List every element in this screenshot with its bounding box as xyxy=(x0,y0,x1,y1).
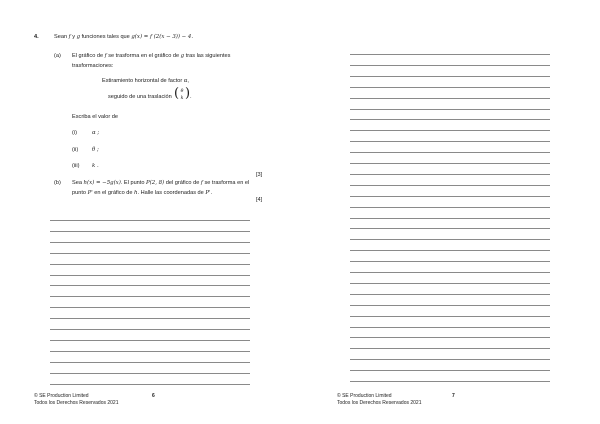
answer-line[interactable] xyxy=(350,228,550,229)
intro-f: f xyxy=(68,34,71,40)
answer-line[interactable] xyxy=(350,54,550,55)
b-text-8: . xyxy=(210,190,213,196)
answer-line[interactable] xyxy=(50,362,250,363)
part-a-line1 xyxy=(72,53,230,60)
sub-i-var: α ; xyxy=(92,130,100,136)
answer-line[interactable] xyxy=(350,119,550,120)
translation-end: . xyxy=(190,94,192,100)
part-b-label: (b) xyxy=(54,180,61,186)
answer-line[interactable] xyxy=(350,250,550,251)
part-a-marks: [3] xyxy=(256,172,263,178)
intro-text: Sean xyxy=(54,34,68,40)
stretch-end: , xyxy=(187,78,189,84)
intro-g: g xyxy=(76,34,81,40)
stretch-line xyxy=(102,78,189,85)
a-text-2: se trasforma en el gráfico de xyxy=(108,53,180,59)
answer-line[interactable] xyxy=(350,283,550,284)
sub-ii-label: (ii) xyxy=(72,147,79,153)
footer-rights: Todos los Derechos Reservados 2021 xyxy=(34,399,119,406)
page-number-left: 6 xyxy=(152,393,155,399)
answer-line[interactable] xyxy=(50,285,250,286)
answer-line[interactable] xyxy=(350,130,550,131)
footer-rights: Todos los Derechos Reservados 2021 xyxy=(337,399,422,406)
answer-line[interactable] xyxy=(350,207,550,208)
answer-line[interactable] xyxy=(350,381,550,382)
answer-line[interactable] xyxy=(350,174,550,175)
answer-line[interactable] xyxy=(350,109,550,110)
answer-line[interactable] xyxy=(350,348,550,349)
sub-iii-var: k . xyxy=(92,163,99,169)
b-text-5: punto xyxy=(72,190,86,196)
answer-line[interactable] xyxy=(350,218,550,219)
answer-line[interactable] xyxy=(50,253,250,254)
answer-line[interactable] xyxy=(50,296,250,297)
answer-line[interactable] xyxy=(350,196,550,197)
intro-text-2: funciones tales que xyxy=(81,34,130,40)
b-text-4: se trasforma en el xyxy=(204,180,250,186)
b-f: f xyxy=(200,180,203,186)
answer-line[interactable] xyxy=(50,329,250,330)
vector-top: θ xyxy=(180,89,184,94)
answer-line[interactable] xyxy=(50,373,250,374)
footer-right-page xyxy=(337,393,422,406)
part-a-line2: trasformaciones: xyxy=(72,63,114,69)
b-h-equation: h(x) = −5g(x) xyxy=(83,180,121,186)
sub-ii-var: θ ; xyxy=(92,147,99,153)
stretch-var: α xyxy=(183,78,188,84)
answer-line[interactable] xyxy=(350,327,550,328)
answer-line[interactable] xyxy=(350,272,550,273)
answer-line[interactable] xyxy=(350,370,550,371)
answer-line[interactable] xyxy=(350,294,550,295)
answer-line[interactable] xyxy=(50,318,250,319)
b-p-prime-2: P' xyxy=(205,190,211,196)
question-intro xyxy=(54,34,193,41)
answer-line[interactable] xyxy=(350,337,550,338)
b-text-3: del gráfico de xyxy=(165,180,200,186)
sub-i-label: (i) xyxy=(72,130,77,136)
b-h: h xyxy=(134,190,138,196)
answer-line[interactable] xyxy=(350,359,550,360)
answer-line[interactable] xyxy=(50,231,250,232)
answer-line[interactable] xyxy=(50,275,250,276)
footer-left-page xyxy=(34,393,119,406)
b-text-2: . El punto xyxy=(120,180,145,186)
translation-text: seguido de una traslación xyxy=(108,94,172,100)
answer-line[interactable] xyxy=(50,384,250,385)
answer-line[interactable] xyxy=(50,351,250,352)
a-g: g xyxy=(180,53,185,59)
vector-right-paren: ) xyxy=(185,86,191,101)
page-number-right: 7 xyxy=(452,393,455,399)
answer-line[interactable] xyxy=(350,305,550,306)
answer-line[interactable] xyxy=(350,76,550,77)
b-text-6: en el gráfico de xyxy=(94,190,133,196)
answer-line[interactable] xyxy=(350,98,550,99)
answer-line[interactable] xyxy=(50,264,250,265)
a-text-3: tras las siguientes xyxy=(185,53,231,59)
intro-equation: g(x) = f (2(x − 3)) − 4. xyxy=(131,34,194,40)
b-text-7: . Halle las coordenadas de xyxy=(137,190,204,196)
answer-line[interactable] xyxy=(350,261,550,262)
footer-copyright: © SE Production Limited xyxy=(34,393,89,399)
answer-line[interactable] xyxy=(350,65,550,66)
part-b-line1 xyxy=(72,180,249,187)
answer-line[interactable] xyxy=(50,242,250,243)
b-text-1: Sea xyxy=(72,180,82,186)
answer-line[interactable] xyxy=(350,87,550,88)
footer-copyright: © SE Production Limited xyxy=(337,393,392,399)
answer-line[interactable] xyxy=(350,163,550,164)
answer-line[interactable] xyxy=(350,316,550,317)
stretch-text: Estiramiento horizontal de factor xyxy=(102,78,183,84)
answer-line[interactable] xyxy=(350,239,550,240)
part-b-marks: [4] xyxy=(256,197,263,203)
b-p-prime: P' xyxy=(87,190,93,196)
vector-left-paren: ( xyxy=(174,86,180,101)
answer-line[interactable] xyxy=(50,220,250,221)
intro-y: y xyxy=(72,34,75,40)
vector-bottom: k xyxy=(180,96,184,101)
question-number: 4. xyxy=(34,34,39,40)
part-a-label: (a) xyxy=(54,53,61,59)
part-b-line2 xyxy=(72,190,212,197)
a-f: f xyxy=(104,53,107,59)
answer-line[interactable] xyxy=(350,152,550,153)
answer-line[interactable] xyxy=(350,185,550,186)
write-value: Escriba el valor de xyxy=(72,114,119,120)
b-point: P(2, 8) xyxy=(146,180,165,186)
answer-line[interactable] xyxy=(50,340,250,341)
sub-iii-label: (iii) xyxy=(72,163,80,169)
answer-line[interactable] xyxy=(350,141,550,142)
a-text-1: El gráfico de xyxy=(72,53,104,59)
answer-line[interactable] xyxy=(50,307,250,308)
